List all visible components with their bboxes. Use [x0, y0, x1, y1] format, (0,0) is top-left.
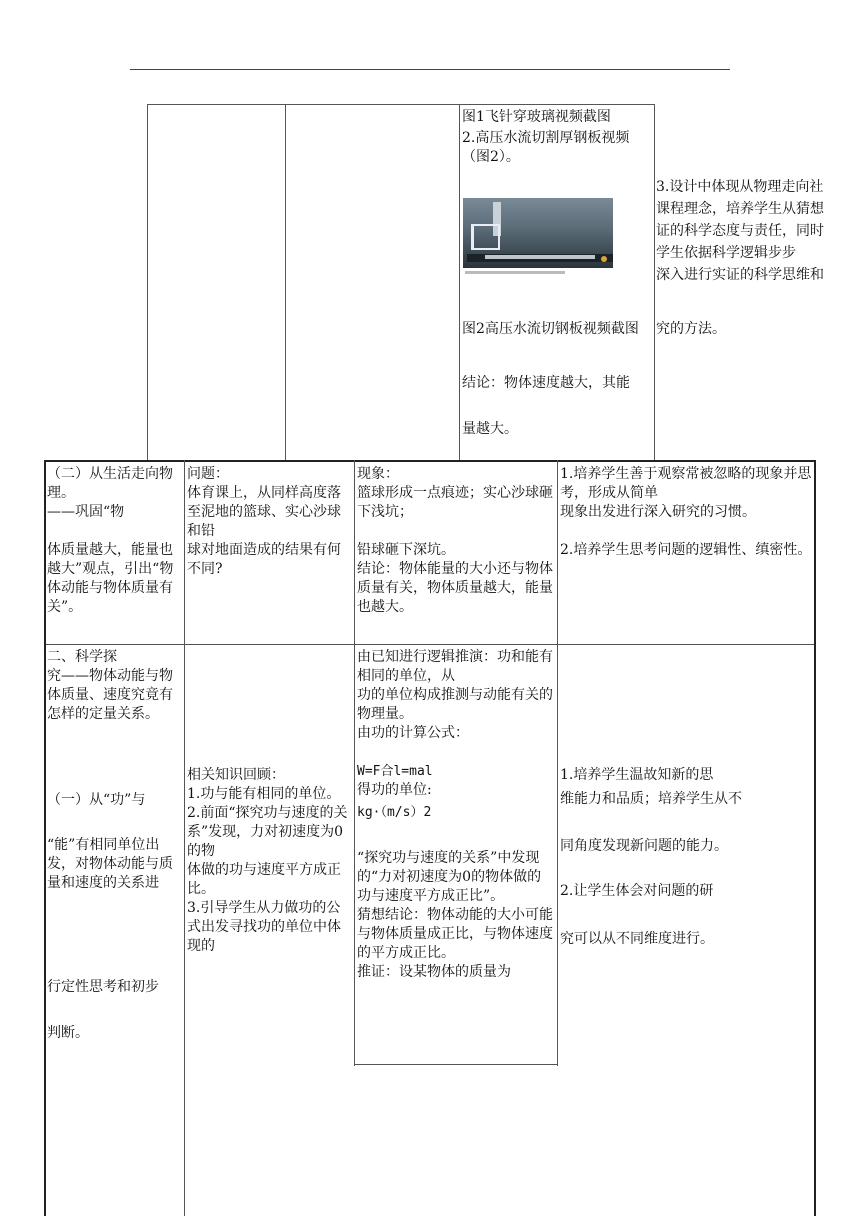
- row3-stage-part4: 判断。: [47, 1025, 89, 1041]
- figure2-caption: 图2高压水流切钢板视频截图: [462, 321, 639, 337]
- bracket-shape: [471, 224, 500, 250]
- goal-text-line3: 证的科学态度与责任，同时: [656, 223, 824, 239]
- waterjet-video-screenshot: [461, 198, 615, 278]
- goal-text-line4: 学生依据科学逻辑步步: [656, 245, 796, 261]
- upper-table-border-4: [654, 104, 655, 461]
- goal-text-line5: 深入进行实证的科学思维和: [656, 267, 824, 283]
- lower-table-border-3: [354, 460, 355, 1066]
- upper-table-top-border: [147, 104, 655, 105]
- goal-text-line2: 课程理念，培养学生从猜想: [656, 201, 824, 217]
- goal-text-line6: 究的方法。: [656, 321, 726, 337]
- row3-goal-2: 维能力和品质；培养学生从不: [560, 791, 742, 807]
- row3-stage-part1: （一）从“功”与: [47, 792, 146, 808]
- conclusion-line2: 量越大。: [462, 421, 518, 437]
- work-unit-value: kg·（m/s）2: [357, 805, 432, 820]
- row3-goal-3: 同角度发现新问题的能力。: [560, 838, 728, 854]
- row3-stage-title: 二、科学探 究——物体动能与物体质量、速度究竟有怎样的定量关系。: [47, 649, 173, 722]
- row3-reasoning-a: 由已知进行逻辑推演：功和能有相同的单位，从 功的单位构成推测与动能有关的物理量。 由功的计算公式：: [357, 649, 553, 741]
- figure1-caption: 图1飞针穿玻璃视频截图: [462, 109, 611, 125]
- row3-goal-4: 2.让学生体会对问题的研: [560, 883, 714, 899]
- lower-table-border-2: [184, 460, 185, 1216]
- video-logo-icon: [601, 256, 607, 262]
- row3-stage-part3: 行定性思考和初步: [47, 979, 159, 995]
- video-subtitle-bar: [467, 254, 613, 262]
- row3-review-cell: 相关知识回顾： 1.功与能有相同的单位。 2.前面“探究功与速度的关 系”发现，力对初速度为0的物 体做的功与速度平方成正比。 3.引导学生从力做功的公 式出发寻找功的单位中体现的: [187, 767, 348, 954]
- conclusion-line1: 结论：物体速度越大，其能: [462, 375, 630, 391]
- row2-stage-cell: （二）从生活走向物理。 ——巩固“物 体质量越大，能量也越大”观点，引出“物体动能与物体质量有关”。: [47, 466, 174, 615]
- row-divider: [44, 644, 816, 645]
- row3-stage-part2: “能”有相同单位出 发，对物体动能与质 量和速度的关系进: [47, 837, 173, 891]
- upper-table-border-3: [459, 104, 460, 461]
- lower-table-border-left: [44, 460, 46, 1216]
- lower-table-top-border: [44, 460, 816, 462]
- row2-question-cell: 问题： 体育课上，从同样高度落至泥地的篮球、实心沙球和铅 球对地面造成的结果有何不同?: [187, 466, 341, 577]
- lower-table-border-right: [814, 460, 816, 1216]
- image-source-line: [465, 271, 565, 274]
- upper-table-border-2: [285, 104, 286, 461]
- row2-phenomenon-cell: 现象： 篮球形成一点痕迹；实心沙球砸下浅坑； 铅球砸下深坑。 结论：物体能量的大小还与物体质量有关，物体质量越大，能量也越大。: [357, 466, 553, 615]
- inner-box-bottom: [354, 1064, 557, 1065]
- row3-goal-5: 究可以从不同维度进行。: [560, 931, 714, 947]
- lower-table-border-4: [557, 460, 558, 1066]
- item-waterjet-video: 2.高压水流切割厚钢板视频（图2）。: [462, 130, 630, 165]
- video-frame: [463, 198, 613, 268]
- upper-table-border-left: [147, 104, 148, 461]
- header-rule: [130, 69, 730, 70]
- work-formula: W=F合l=mal: [357, 764, 433, 779]
- row3-reasoning-c: “探究功与速度的关系”中发现的“力对初速度为0的物体做的功与速度平方成正比”。 猜想结论：物体动能的大小可能与物体质量成正比，与物体速度的平方成正比。 推证：设某物体的质量为: [357, 850, 553, 980]
- row3-goal-1: 1.培养学生温故知新的思: [560, 767, 714, 783]
- work-unit-label: 得功的单位:: [357, 782, 432, 798]
- goal-text-line1: 3.设计中体现从物理走向社: [656, 179, 824, 195]
- row2-goal-cell: 1.培养学生善于观察常被忽略的现象并思考，形成从简单 现象出发进行深入研究的习惯。 2.培养学生思考问题的逻辑性、缜密性。: [560, 466, 812, 558]
